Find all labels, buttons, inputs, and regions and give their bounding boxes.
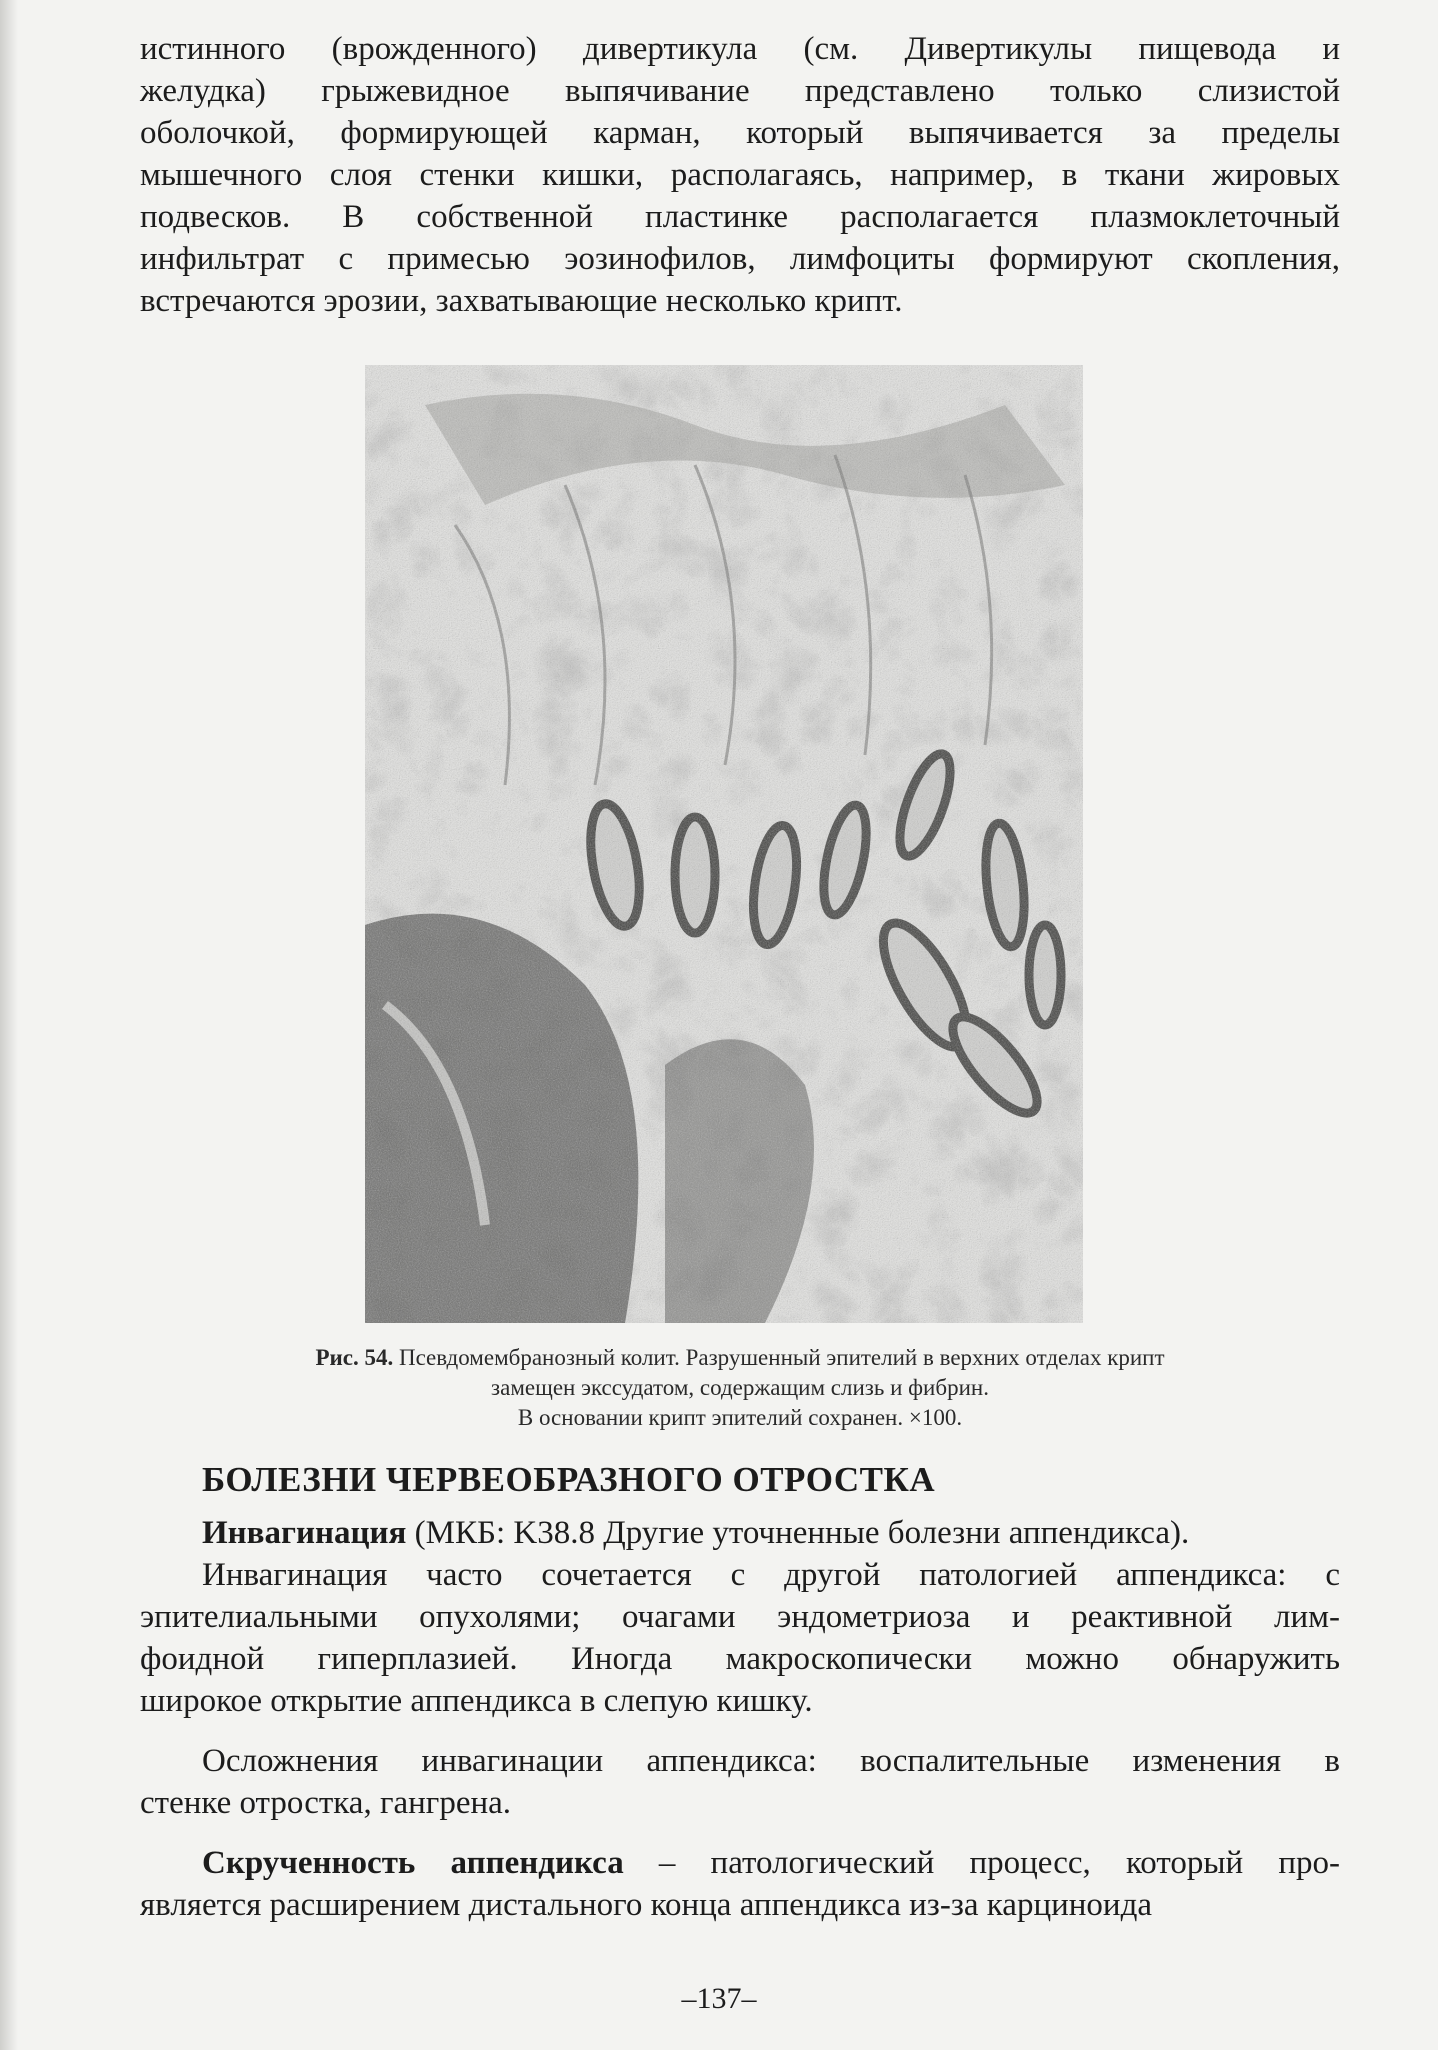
figure-label: Рис. 54. [315,1345,394,1370]
intro-line: желудка) грыжевидное выпячивание представлено только слизистой [140,73,1340,109]
intro-paragraph [140,28,1340,322]
micrograph-illustration [365,365,1083,1323]
body-line: Инвагинация часто сочетается с другой патологией аппендикса: с [202,1557,1340,1593]
body-line: эпителиальными опухолями; очагами эндометриоза и реактивной лим- [140,1599,1340,1635]
paragraph-intussusception-heading: Инвагинация (МКБ: K38.8 Другие уточненные болезни аппендикса). [202,1515,1190,1551]
caption-line: Рис. 54. Псевдомембранозный колит. Разрушенный эпителий в верхних отделах крипт [315,1345,1165,1370]
paragraph-torsion: Скрученность аппендикса – патологический процесс, который про- [202,1845,1340,1881]
figure-caption [140,1343,1340,1433]
page-number: –137– [681,1982,757,2015]
intro-line: подвесков. В собственной пластинке располагается плазмоклеточный [140,199,1340,235]
section-heading: БОЛЕЗНИ ЧЕРВЕОБРАЗНОГО ОТРОСТКА [202,1460,936,1499]
intro-line: инфильтрат с примесью эозинофилов, лимфоциты формируют скопления, [140,241,1340,277]
caption-line: замещен экссудатом, содержащим слизь и фибрин. [491,1375,989,1400]
caption-line: В основании крипт эпителий сохранен. ×100. [517,1405,963,1430]
body-line: широкое открытие аппендикса в слепую кишку. [140,1683,813,1719]
body-line: стенке отростка, гангрена. [140,1785,512,1821]
histology-micrograph [365,365,1083,1323]
intro-line: оболочкой, формирующей карман, который выпячивается за пределы [140,115,1340,151]
body-line: является расширением дистального конца аппендикса из-за карциноида [140,1887,1153,1923]
intro-line: встречаются эрозии, захватывающие несколько крипт. [140,283,903,319]
intro-line: мышечного слоя стенки кишки, располагаясь, например, в ткани жировых [140,157,1340,193]
section-body [140,1512,1340,1926]
body-line: фоидной гиперплазией. Иногда макроскопически можно обнаружить [140,1641,1340,1677]
body-line: Осложнения инвагинации аппендикса: воспалительные изменения в [202,1743,1340,1779]
page-edge-shadow [0,0,18,2050]
intro-line: истинного (врожденного) дивертикула (см. Дивертикулы пищевода и [140,31,1340,67]
